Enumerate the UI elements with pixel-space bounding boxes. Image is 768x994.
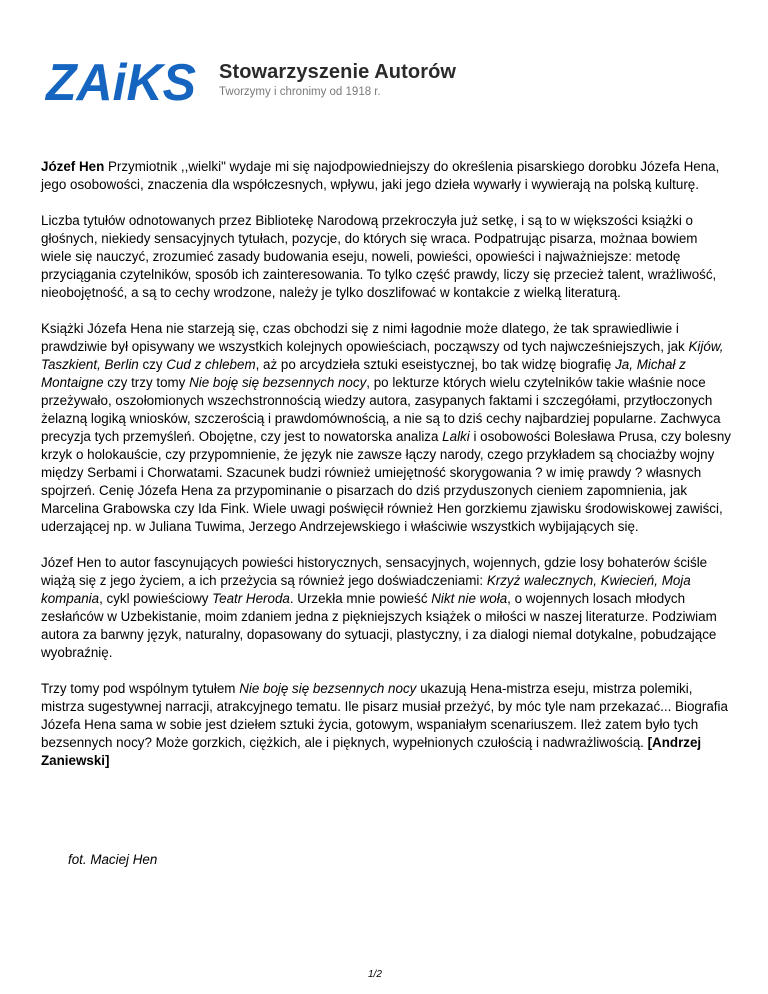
book-title: Nikt nie woła	[431, 591, 508, 606]
book-title: Kijów, Taszkient, Berlin	[41, 339, 724, 372]
book-title: Ja, Michał z Montaigne	[41, 357, 686, 390]
logo-text: ZAiKS	[44, 54, 197, 110]
text-run: czy trzy tomy	[103, 375, 190, 390]
paragraph-text: Przymiotnik ,,wielki" wydaje mi się najodpowiedniejszy do określenia pisarskiego dorobku Józefa Hena, jego osobowości, znaczenia dla współczesnych, wpływu, jaki jego dzieła wywarły i wywierają na polską kulturę.	[41, 159, 720, 192]
organization-tagline: Tworzymy i chronimy od 1918 r.	[219, 86, 381, 98]
text-run: , po lekturze których wielu czytelników takie właśnie noce przeżywało, oszołomionych wszechstronnością wiedzy autora, zasypanych faktami i szczegółami, przytłoczonych żelazną logiką wniosków, szczerością i prawdomównością, a nie są to dziś cechy najbardziej popularne. Zachwyca precyzja tych przemyśleń. Obojętne, czy jest to nowatorska analiza	[41, 375, 721, 444]
paragraph-books	[41, 320, 731, 536]
page-number: 1/2	[368, 969, 382, 980]
paragraph-bibliography	[41, 212, 731, 302]
text-run: Książki Józefa Hena nie starzeją się, czas obchodzi się z nimi łagodnie może dlatego, że tak sprawiedliwie i prawdziwie był opisywany we wszystkich kolejnych opowieściach, począwszy od tych najwcześniejszych, jak	[41, 321, 689, 354]
author-name: Józef Hen	[41, 159, 105, 174]
text-run: Trzy tomy pod wspólnym tytułem	[41, 681, 240, 696]
paragraph-text: Liczba tytułów odnotowanych przez Bibliotekę Narodową przekroczyła już setkę, i są to w większości książki o głośnych, niekiedy sensacyjnych tytułach, pozycje, do których się wraca. Podpatrując pisarza, możnaa bowiem wiele się nauczyć, zrozumieć zasady budowania eseju, noweli, powieści, opowieści i najważniejsze: metodę przyciągania czytelników, sposób ich zainteresowania. To tylko część prawdy, liczy się przecież talent, wrażliwość, nieobojętność, a są to cechy wrodzone, należy je tylko doszlifować w kontakcie z wielką literaturą.	[41, 213, 717, 300]
text-run: , o wojennych losach młodych zesłańców w Uzbekistanie, moim zdaniem jedna z piękniejszych książek o miłości w naszej literaturze. Podziwiam autora za barwny język, naturalny, dopasowany do sytuacji, plastyczny, i za dialogi niemal dotykalne, pobudzające wyobraźnię.	[41, 591, 717, 660]
photo-caption: fot. Maciej Hen	[68, 852, 158, 867]
book-title: Teatr Heroda	[212, 591, 290, 606]
text-run: . Urzekła mnie powieść	[289, 591, 432, 606]
text-run: Józef Hen to autor fascynujących powieści historycznych, sensacyjnych, wojennych, gdzie losy bohaterów ściśle wiążą się z jego życiem, a ich przeżycia są również jego doświadczeniami:	[41, 555, 708, 588]
page-header	[44, 54, 524, 110]
book-title: Krzyż walecznych, Kwiecień, Moja kompania	[41, 573, 691, 606]
book-title: Cud z chlebem	[166, 357, 256, 372]
article-signature: [Andrzej Zaniewski]	[41, 735, 702, 768]
text-run: , aż po arcydzieła sztuki eseistycznej, bo tak widzę biografię	[255, 357, 616, 372]
text-run: ukazują Hena-mistrza eseju, mistrza polemiki, mistrza sugestywnej narracji, atrakcyjnego tematu. Ile pisarz musiał przeżyć, by móc tyle nam przekazać... Biografia Józefa Hena sama w sobie jest dziełem sztuki życia, gotowym, wspaniałym scenariuszem. Ileż zatem było tych bezsennych nocy? Może gorzkich, ciężkich, ale i pięknych, wypełnionych czułością i nadwrażliwością.	[41, 681, 728, 750]
text-run: czy	[138, 357, 167, 372]
paragraph-intro	[41, 158, 731, 194]
zaiks-logo	[44, 54, 204, 110]
organization-name: Stowarzyszenie Autorów	[219, 61, 457, 83]
book-title: Nie boję się bezsennych nocy	[239, 681, 417, 696]
paragraph-novels	[41, 554, 731, 662]
text-run: , cykl powieściowy	[99, 591, 213, 606]
article-body	[41, 158, 731, 788]
paragraph-essays	[41, 680, 731, 770]
book-title: Lalki	[442, 429, 470, 444]
book-title: Nie boję się bezsennych nocy	[189, 375, 367, 390]
text-run: i osobowości Bolesława Prusa, czy bolesny krzyk o holokauście, czy przypomnienie, że język nie zawsze łączy narody, czego przykładem są chociażby wojny między Serbami i Chorwatami. Szacunek budzi również umiejętność skorygowania ? w imię prawdy ? własnych spojrzeń. Cenię Józefa Hena za przypominanie o pisarzach do dziś przyduszonych cieniem zapomnienia, jak Marcelina Grabowska czy Ida Fink. Wiele uwagi poświęcił również Hen gorzkiemu zjawisku środowiskowej zawiści, uderzającej np. w Juliana Tuwima, Jerzego Andrzejewskiego i właściwie wszystkich wybijających się.	[41, 429, 731, 534]
